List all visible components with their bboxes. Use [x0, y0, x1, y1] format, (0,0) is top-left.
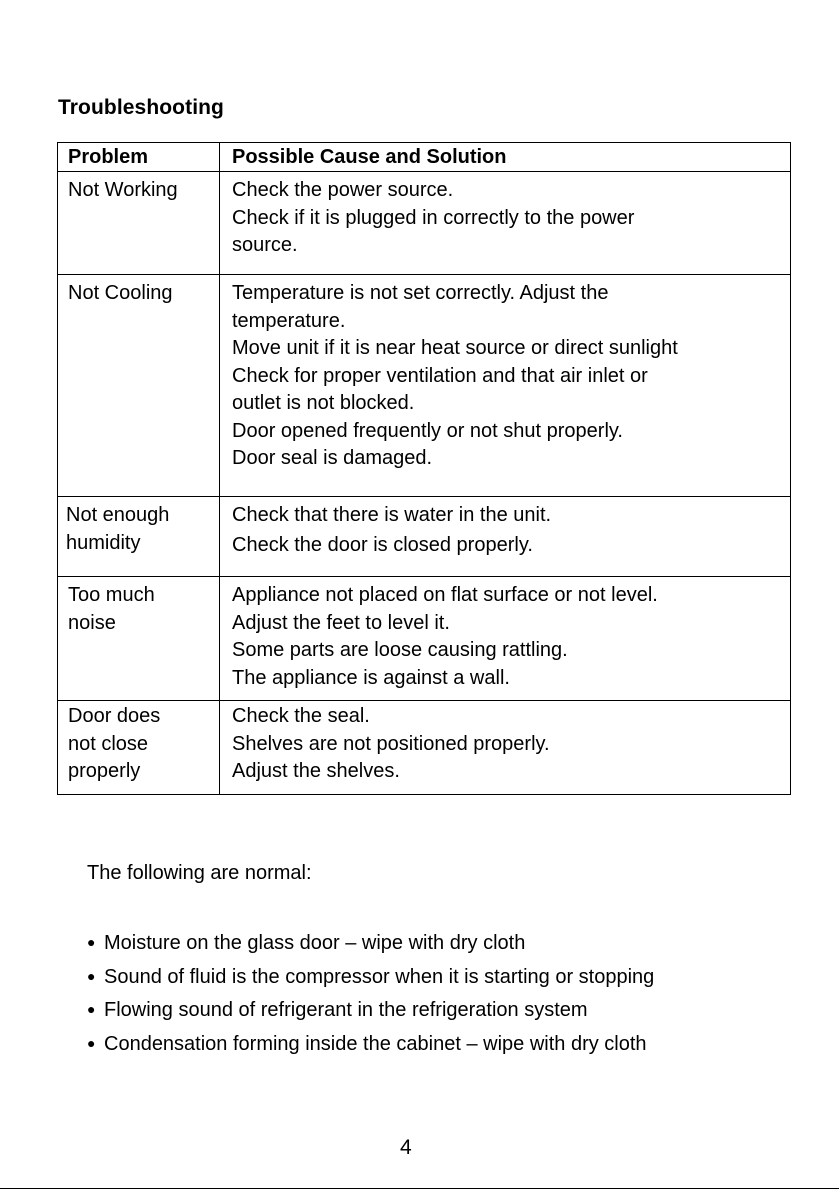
- problem-cell: [58, 577, 220, 701]
- solution-cell: [220, 275, 791, 497]
- solution-line: Temperature is not set correctly. Adjust the: [232, 282, 609, 304]
- bullet-icon: ●: [87, 1001, 96, 1017]
- bullet-icon: ●: [87, 967, 96, 984]
- solution-line: Adjust the shelves.: [232, 760, 400, 782]
- problem-text: noise: [68, 611, 116, 634]
- table-row: [58, 275, 791, 497]
- solution-line: Check for proper ventilation and that air inlet or: [232, 364, 648, 387]
- table-row: [58, 172, 791, 275]
- solution-line: The appliance is against a wall.: [232, 666, 510, 689]
- solution-cell: [220, 701, 791, 795]
- page-number: 4: [400, 1136, 412, 1159]
- solution-line: Check that there is water in the unit.: [232, 504, 552, 526]
- table-row: [58, 497, 791, 577]
- column-header-solution: Possible Cause and Solution: [220, 143, 791, 172]
- table-row: [58, 577, 791, 701]
- solution-line: outlet is not blocked.: [232, 392, 415, 414]
- table-header-row: [58, 143, 791, 172]
- problem-text: Not enough: [66, 504, 170, 526]
- troubleshooting-table: [57, 142, 791, 795]
- problem-text: Not Working: [68, 179, 178, 201]
- problem-text: not close: [68, 732, 149, 755]
- solution-cell: [220, 497, 791, 577]
- solution-line: Move unit if it is near heat source or direct sunlight: [232, 337, 678, 359]
- problem-text: Not Cooling: [68, 282, 173, 304]
- solution-cell: [220, 172, 791, 275]
- problem-cell: [58, 701, 220, 795]
- solution-line: Adjust the feet to level it.: [232, 611, 450, 634]
- problem-cell: [58, 275, 220, 497]
- bottom-rule: [0, 1188, 839, 1189]
- table-row: [58, 701, 791, 795]
- problem-cell: [58, 172, 220, 275]
- solution-line: source.: [232, 234, 298, 256]
- list-item-text: Flowing sound of refrigerant in the refrigeration system: [104, 999, 588, 1021]
- bullet-icon: ●: [87, 934, 96, 950]
- list-item-text: Condensation forming inside the cabinet – wipe with dry cloth: [104, 1032, 647, 1055]
- solution-line: Check the power source.: [232, 179, 454, 201]
- solution-line: temperature.: [232, 309, 346, 332]
- solution-line: Check if it is plugged in correctly to the power: [232, 206, 635, 229]
- list-item-text: Sound of fluid is the compressor when it is starting or stopping: [104, 965, 655, 988]
- column-header-problem: Problem: [58, 143, 220, 172]
- list-item: [87, 962, 654, 996]
- list-item: [87, 928, 654, 962]
- problem-text: humidity: [66, 531, 141, 554]
- problem-text: Too much: [68, 584, 155, 606]
- page-title: Troubleshooting: [58, 96, 224, 119]
- solution-line: Door seal is damaged.: [232, 447, 433, 469]
- problem-cell: [58, 497, 220, 577]
- normal-intro: The following are normal:: [87, 862, 312, 884]
- problem-text: properly: [68, 760, 141, 782]
- solution-line: Door opened frequently or not shut properly.: [232, 419, 623, 442]
- solution-line: Check the seal.: [232, 705, 370, 727]
- solution-line: Check the door is closed properly.: [232, 533, 533, 556]
- solution-line: Appliance not placed on flat surface or not level.: [232, 584, 658, 606]
- solution-line: Shelves are not positioned properly.: [232, 732, 550, 755]
- problem-text: Door does: [68, 705, 161, 727]
- solution-line: Some parts are loose causing rattling.: [232, 639, 568, 661]
- bullet-icon: ●: [87, 1034, 96, 1051]
- list-item: [87, 995, 654, 1029]
- solution-cell: [220, 577, 791, 701]
- normal-list: [87, 928, 654, 1062]
- list-item-text: Moisture on the glass door – wipe with dry cloth: [104, 932, 526, 954]
- list-item: [87, 1029, 654, 1063]
